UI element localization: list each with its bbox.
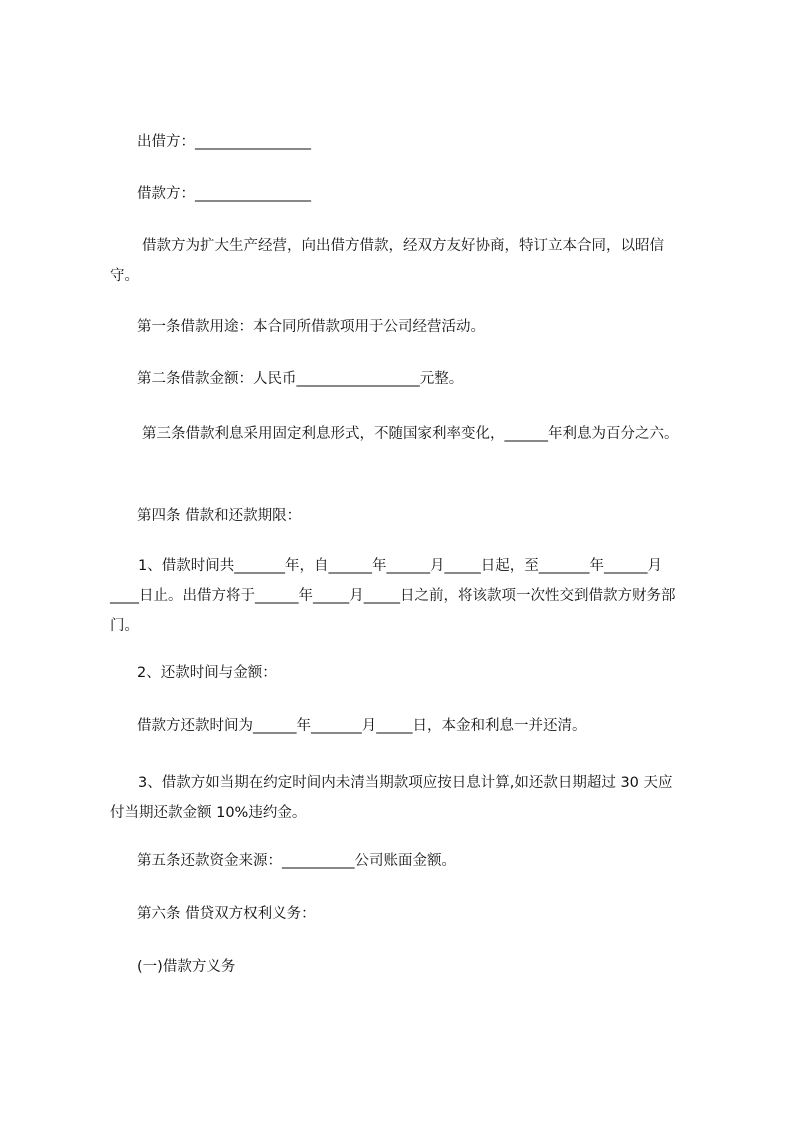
- article-4-title: 第四条 借款和还款期限：: [137, 508, 302, 524]
- section-1-title: (一)借款方义务: [137, 959, 236, 975]
- clause-1: 1、借款时间共_______年，自______年______月_____日起，至_______年______月____日止。出借方将于______年_____月_____日之前，将该款项一次性交到借款方财务部门。: [110, 558, 676, 634]
- article-5: 第五条还款资金来源：__________公司账面金额。: [137, 853, 456, 869]
- lender-line: 出借方：________________: [137, 134, 311, 150]
- clause-3: 3、借款方如当期在约定时间内未清当期款项应按日息计算,如还款日期超过 30 天应付当期还款金额 10%违约金。: [110, 775, 673, 821]
- clause-2-title: 2、还款时间与金额：: [137, 665, 277, 681]
- article-2: 第二条借款金额：人民币_________________元整。: [137, 371, 464, 387]
- borrower-line: 借款方：________________: [137, 186, 311, 202]
- article-3: 第三条借款利息采用固定利息形式，不随国家利率变化，______年利息为百分之六。: [142, 426, 679, 442]
- article-1: 第一条借款用途：本合同所借款项用于公司经营活动。: [137, 319, 485, 335]
- clause-2-body: 借款方还款时间为______年_______月_____日，本金和利息一并还清。: [137, 718, 587, 734]
- intro-paragraph: 借款方为扩大生产经营，向出借方借款，经双方友好协商，特订立本合同，以昭信守。: [110, 238, 664, 284]
- article-6-title: 第六条 借贷双方权利义务：: [137, 906, 316, 922]
